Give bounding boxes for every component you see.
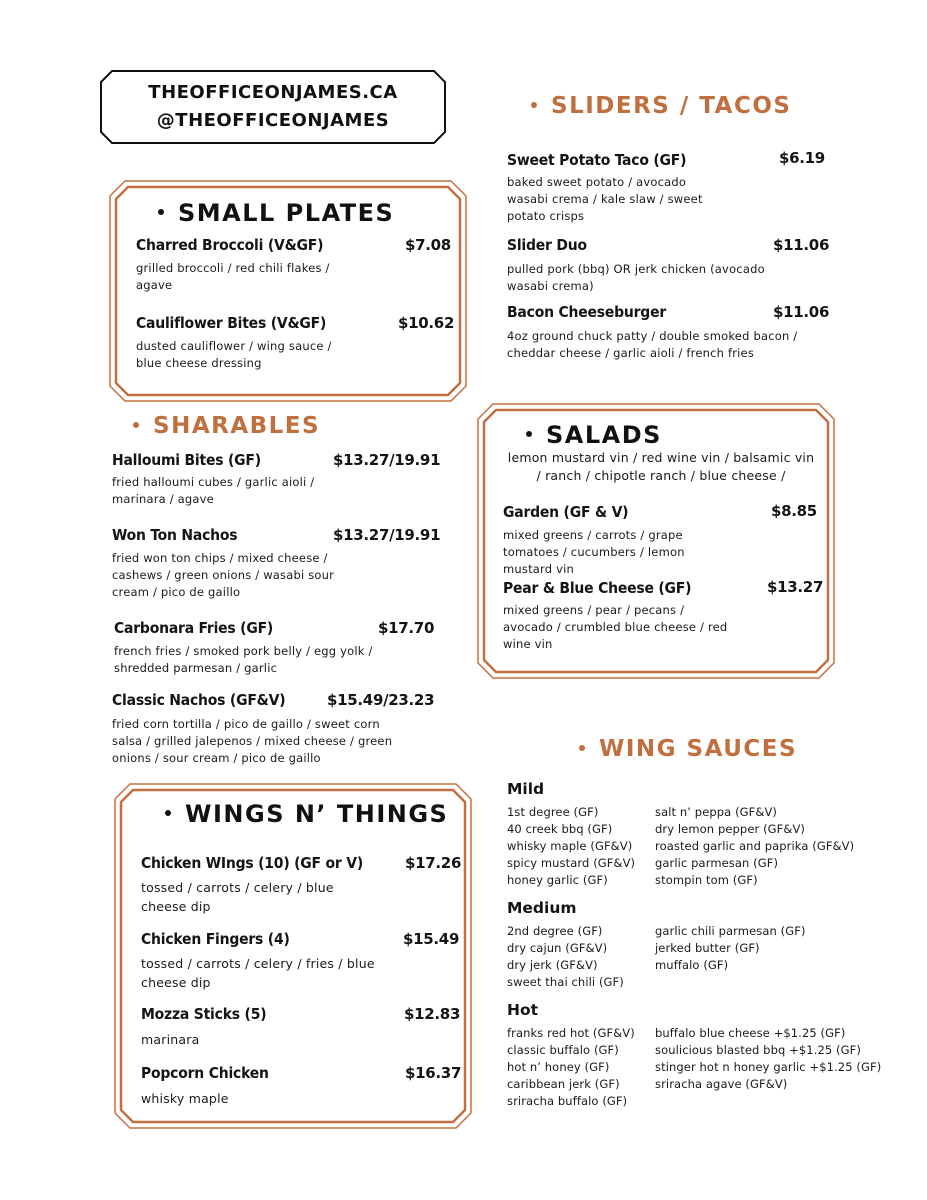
menu-item-price: $15.49/23.23 [327,691,435,709]
website-url[interactable]: THEOFFICEONJAMES.CA [148,82,398,103]
bullet-icon [526,431,532,437]
bullet-icon [133,422,139,428]
menu-item-name: Charred Broccoli (V&GF) [136,236,324,254]
sauce-item: dry jerk (GF&V) [507,958,598,972]
mild-sauces-col2 [655,804,854,889]
sauce-item: franks red hot (GF&V) [507,1026,635,1040]
menu-item-name: Halloumi Bites (GF) [112,451,261,469]
sauce-item: caribbean jerk (GF) [507,1077,620,1091]
medium-sauces-col2 [655,923,806,974]
sauce-item: sriracha buffalo (GF) [507,1094,628,1108]
small-plates-heading: SMALL PLATES [158,199,394,227]
bullet-icon [165,810,171,816]
sauce-item: hot n’ honey (GF) [507,1060,610,1074]
sauce-item: soulicious blasted bbq +$1.25 (GF) [655,1043,861,1057]
menu-item-name: Slider Duo [507,236,587,254]
menu-item-description: dusted cauliflower / wing sauce / blue cheese dressing [136,339,332,370]
sauce-level-medium: Medium [507,899,577,917]
menu-item-description: 4oz ground chuck patty / double smoked bacon / cheddar cheese / garlic aioli / french fries [507,329,798,360]
sauce-level-mild: Mild [507,780,545,798]
menu-item-description: marinara [141,1032,200,1047]
menu-item-description: fried corn tortilla / pico de gaillo / sweet corn salsa / grilled jalepenos / mixed cheese / green onions / sour cream / pico de gaillo [112,717,393,765]
menu-item-price: $17.26 [405,854,462,872]
menu-item-name: Cauliflower Bites (V&GF) [136,314,327,332]
sauce-item: classic buffalo (GF) [507,1043,619,1057]
menu-item-name: Popcorn Chicken [141,1064,269,1082]
sauce-item: buffalo blue cheese +$1.25 (GF) [655,1026,846,1040]
bullet-icon [531,102,537,108]
salad-dressings: lemon mustard vin / red wine vin / balsamic vin / ranch / chipotle ranch / blue cheese / [507,450,815,483]
sauce-item: stompin tom (GF) [655,873,758,887]
menu-item-description: grilled broccoli / red chili flakes / agave [136,261,330,292]
sauce-item: stinger hot n honey garlic +$1.25 (GF) [655,1060,882,1074]
menu-item-name: Chicken Fingers (4) [141,930,290,948]
menu-item-price: $12.83 [404,1005,461,1023]
sauce-item: roasted garlic and paprika (GF&V) [655,839,855,853]
hot-sauces-col1 [507,1025,635,1110]
mild-sauces-col1 [507,804,635,889]
sauce-item: jerked butter (GF) [655,941,760,955]
sauce-item: whisky maple (GF&V) [507,839,633,853]
menu-item-name: Carbonara Fries (GF) [114,619,274,637]
sauce-item: garlic parmesan (GF) [655,856,779,870]
menu-item-description: whisky maple [141,1091,229,1106]
wings-heading: WINGS N’ THINGS [165,800,448,828]
menu-item-name: Won Ton Nachos [112,526,238,544]
wing-sauces-heading: WING SAUCES [579,736,797,762]
menu-item-description: fried won ton chips / mixed cheese / cashews / green onions / wasabi sour cream / pico de gaillo [112,551,335,599]
menu-item-price: $11.06 [773,236,830,254]
menu-item-price: $6.19 [779,149,825,167]
menu-item-name: Mozza Sticks (5) [141,1005,267,1023]
bullet-icon [158,209,164,215]
sauce-item: 1st degree (GF) [507,805,599,819]
menu-item-price: $13.27/19.91 [333,526,441,544]
menu-item-description: tossed / carrots / celery / blue cheese dip [141,880,334,914]
menu-item-price: $16.37 [405,1064,462,1082]
sharables-heading: SHARABLES [133,413,320,439]
sauce-item: spicy mustard (GF&V) [507,856,636,870]
menu-item-price: $10.62 [398,314,455,332]
sauce-item: sweet thai chili (GF) [507,975,624,989]
medium-sauces-col1 [507,923,624,991]
menu-item-description: mixed greens / carrots / grape tomatoes / cucumbers / lemon mustard vin [503,528,685,576]
menu-item-name: Chicken WIngs (10) (GF or V) [141,854,364,872]
sauce-item: 40 creek bbq (GF) [507,822,613,836]
menu-item-description: fried halloumi cubes / garlic aioli / marinara / agave [112,475,315,506]
menu-item-name: Garden (GF & V) [503,503,629,521]
sauce-level-hot: Hot [507,1001,539,1019]
sauce-item: garlic chili parmesan (GF) [655,924,806,938]
menu-item-description: pulled pork (bbq) OR jerk chicken (avocado wasabi crema) [507,262,765,293]
menu-item-price: $11.06 [773,303,830,321]
menu-item-name: Pear & Blue Cheese (GF) [503,579,692,597]
website-banner [100,70,446,144]
bullet-icon [579,745,585,751]
menu-item-name: Sweet Potato Taco (GF) [507,151,687,169]
menu-item-name: Bacon Cheeseburger [507,303,667,321]
menu-item-description: french fries / smoked pork belly / egg yolk / shredded parmesan / garlic [114,644,373,675]
salads-heading: SALADS [526,421,662,449]
sauce-item: muffalo (GF) [655,958,729,972]
menu-item-name: Classic Nachos (GF&V) [112,691,286,709]
menu-item-price: $8.85 [771,502,817,520]
menu-item-price: $17.70 [378,619,435,637]
menu-item-description: tossed / carrots / celery / fries / blue cheese dip [141,956,375,990]
menu-item-price: $13.27 [767,578,824,596]
sauce-item: salt n’ peppa (GF&V) [655,805,778,819]
sliders-heading: SLIDERS / TACOS [531,93,791,119]
sauce-item: honey garlic (GF) [507,873,608,887]
menu-item-price: $13.27/19.91 [333,451,441,469]
menu-item-description: mixed greens / pear / pecans / avocado / crumbled blue cheese / red wine vin [503,603,728,651]
menu-item-price: $7.08 [405,236,451,254]
sauce-item: dry lemon pepper (GF&V) [655,822,806,836]
menu-item-description: baked sweet potato / avocado wasabi crema / kale slaw / sweet potato crisps [507,175,703,223]
sauce-item: 2nd degree (GF) [507,924,603,938]
sauce-item: sriracha agave (GF&V) [655,1077,788,1091]
hot-sauces-col2 [655,1025,881,1093]
menu-item-price: $15.49 [403,930,460,948]
social-handle[interactable]: @THEOFFICEONJAMES [156,110,390,131]
sauce-item: dry cajun (GF&V) [507,941,608,955]
